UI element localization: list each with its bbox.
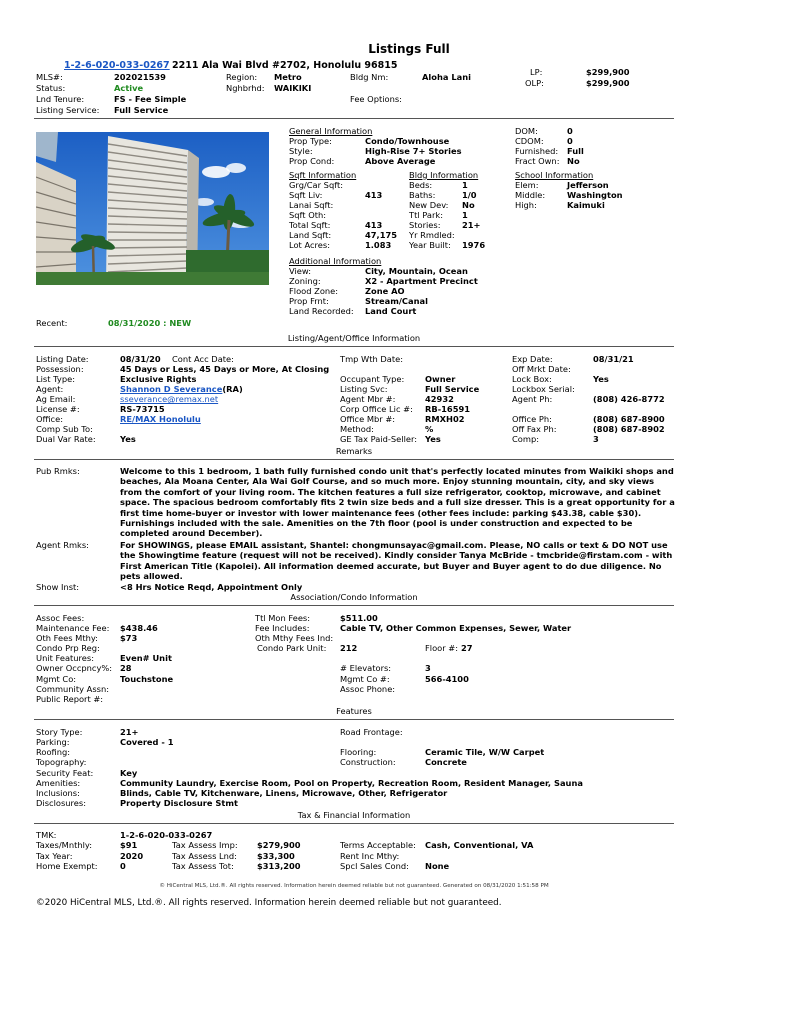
list-type-label: List Type: <box>36 374 75 384</box>
yr-rmdled-label: Yr Rmdled: <box>409 230 455 240</box>
grg-label: Grg/Car Sqft: <box>289 180 344 190</box>
spcl-sales-label: Spcl Sales Cond: <box>340 861 409 871</box>
beds-value: 1 <box>462 180 468 190</box>
tmk-link[interactable]: 1-2-6-020-033-0267 <box>64 60 170 71</box>
tax-section-title: Tax & Financial Information <box>297 810 411 820</box>
sqft-heading: Sqft Information <box>289 170 357 180</box>
total-sqft-value: 413 <box>365 220 383 230</box>
assess-imp-value: $279,900 <box>257 840 301 850</box>
taxes-value: $91 <box>120 840 138 850</box>
office-ph-label: Office Ph: <box>512 414 552 424</box>
agent-remarks-text: For SHOWINGS, please EMAIL assistant, Shantel: chongmunsayac@gmail.com. Please, NO calls or text & DO NOT use the Showingtime feature (request will not be received). Kindly consider Tanya McBride - tmcbride@firstam.com - with First American Title (Kapolei). All information deemed accurate, but Buyer and Buyer agent to do due diligence. No pets allowed. <box>120 540 673 582</box>
divider <box>34 346 674 347</box>
agent-ph-label: Agent Ph: <box>512 394 553 404</box>
office-mbr-value: RMXH02 <box>425 414 465 424</box>
recorded-value: Land Court <box>365 306 417 316</box>
fee-includes-value: Cable TV, Other Common Expenses, Sewer, Water <box>340 623 572 633</box>
comp-sub-label: Comp Sub To: <box>36 424 93 434</box>
story-type-label: Story Type: <box>36 727 83 737</box>
elem-label: Elem: <box>515 180 539 190</box>
fract-value: No <box>567 156 580 166</box>
license-value: RS-73715 <box>120 404 165 414</box>
land-sqft-value: 47,175 <box>365 230 398 240</box>
high-label: High: <box>515 200 537 210</box>
zoning-label: Zoning: <box>289 276 321 286</box>
middle-label: Middle: <box>515 190 546 200</box>
bldg-heading: Bldg Information <box>409 170 479 180</box>
tmk-label: TMK: <box>36 830 57 840</box>
construction-value: Concrete <box>425 757 467 767</box>
office-ph-value: (808) 687-8900 <box>593 414 665 424</box>
public-report-label: Public Report #: <box>36 694 104 704</box>
owner-occ-value: 28 <box>120 663 132 673</box>
inclusions-label: Inclusions: <box>36 788 80 798</box>
lanai-label: Lanai Sqft: <box>289 200 334 210</box>
assess-tot-label: Tax Assess Tot: <box>172 861 234 871</box>
parking-label: Parking: <box>36 737 70 747</box>
amenities-label: Amenities: <box>36 778 81 788</box>
flooring-label: Flooring: <box>340 747 377 757</box>
total-sqft-label: Total Sqft: <box>289 220 331 230</box>
tmk-value: 1-2-6-020-033-0267 <box>120 830 213 840</box>
security-label: Security Feat: <box>36 768 94 778</box>
divider <box>34 719 674 720</box>
agent-suffix: (RA) <box>222 384 243 394</box>
furnished-value: Full <box>567 146 584 156</box>
condo-park-value: 212 <box>340 643 358 653</box>
occupant-value: Owner <box>425 374 456 384</box>
lockbox-serial-label: Lockbox Serial: <box>512 384 575 394</box>
new-dev-value: No <box>462 200 475 210</box>
listing-svc-value: Full Service <box>425 384 480 394</box>
flood-label: Flood Zone: <box>289 286 339 296</box>
status-label: Status: <box>36 83 66 93</box>
home-exempt-label: Home Exempt: <box>36 861 98 871</box>
terms-value: Cash, Conventional, VA <box>425 840 534 850</box>
lot-acres-label: Lot Acres: <box>289 240 330 250</box>
listing-address: 2211 Ala Wai Blvd #2702, Honolulu 96815 <box>172 60 398 71</box>
dom-value: 0 <box>567 126 573 136</box>
disclosures-label: Disclosures: <box>36 798 86 808</box>
fax-value: (808) 687-8902 <box>593 424 665 434</box>
tax-year-label: Tax Year: <box>36 851 73 861</box>
roofing-label: Roofing: <box>36 747 71 757</box>
elevators-label: # Elevators: <box>340 663 392 673</box>
mgmt-co-value: Touchstone <box>120 674 174 684</box>
dual-var-label: Dual Var Rate: <box>36 434 96 444</box>
security-value: Key <box>120 768 138 778</box>
generated-notice: © HiCentral MLS, Ltd.®. All rights reserved. Information herein deemed reliable but not guaranteed. Generated on 08/31/2020 1:51:58 PM <box>159 883 549 889</box>
divider <box>34 459 674 460</box>
style-label: Style: <box>289 146 313 156</box>
ttl-mon-fees-value: $511.00 <box>340 613 378 623</box>
prop-type-label: Prop Type: <box>289 136 332 146</box>
nghbrhd-label: Nghbrhd: <box>226 83 265 93</box>
maint-fee-label: Maintenance Fee: <box>36 623 110 633</box>
office-mbr-label: Office Mbr #: <box>340 414 396 424</box>
lock-box-label: Lock Box: <box>512 374 552 384</box>
agent-label: Agent: <box>36 384 64 394</box>
story-type-value: 21+ <box>120 727 139 737</box>
listing-section-title: Listing/Agent/Office Information <box>287 333 421 343</box>
remarks-section-title: Remarks <box>335 446 373 456</box>
elevators-value: 3 <box>425 663 431 673</box>
stories-value: 21+ <box>462 220 481 230</box>
maint-fee-value: $438.46 <box>120 623 158 633</box>
mgmt-co-no-label: Mgmt Co #: <box>340 674 390 684</box>
ttl-park-value: 1 <box>462 210 468 220</box>
cdom-value: 0 <box>567 136 573 146</box>
possession-label: Possession: <box>36 364 84 374</box>
agent-remarks-label: Agent Rmks: <box>36 540 89 550</box>
baths-label: Baths: <box>409 190 436 200</box>
corp-lic-label: Corp Office Lic #: <box>340 404 413 414</box>
inclusions-value: Blinds, Cable TV, Kitchenware, Linens, Microwave, Other, Refrigerator <box>120 788 448 798</box>
ge-tax-value: Yes <box>425 434 441 444</box>
olp-label: OLP: <box>525 78 544 88</box>
tmp-wth-label: Tmp Wth Date: <box>340 354 404 364</box>
assess-lnd-value: $33,300 <box>257 851 295 861</box>
agent-link[interactable]: Shannon D Severance <box>120 384 223 394</box>
bldg-value: Aloha Lani <box>422 72 471 82</box>
frnt-value: Stream/Canal <box>365 296 428 306</box>
email-label: Ag Email: <box>36 394 76 404</box>
condo-park-label: Condo Park Unit: <box>257 643 327 653</box>
elem-value: Jefferson <box>567 180 609 190</box>
dom-label: DOM: <box>515 126 538 136</box>
beds-label: Beds: <box>409 180 433 190</box>
agent-field <box>120 384 243 394</box>
spcl-sales-value: None <box>425 861 450 871</box>
tenure-value: FS - Fee Simple <box>114 94 187 104</box>
comp-value: 3 <box>593 434 599 444</box>
nghbrhd-value: WAIKIKI <box>274 83 312 93</box>
pub-remarks-label: Pub Rmks: <box>36 466 80 476</box>
cont-acc-label: Cont Acc Date: <box>172 354 234 364</box>
listing-svc-label: Listing Svc: <box>340 384 388 394</box>
sqft-oth-label: Sqft Oth: <box>289 210 327 220</box>
parking-value: Covered - 1 <box>120 737 174 747</box>
assess-lnd-label: Tax Assess Lnd: <box>172 851 237 861</box>
bldg-label: Bldg Nm: <box>350 72 389 82</box>
frnt-label: Prop Frnt: <box>289 296 329 306</box>
office-link[interactable]: RE/MAX Honolulu <box>120 414 201 424</box>
assess-tot-value: $313,200 <box>257 861 301 871</box>
year-built-value: 1976 <box>462 240 486 250</box>
off-mrkt-label: Off Mrkt Date: <box>512 364 571 374</box>
fract-label: Fract Own: <box>515 156 560 166</box>
tax-year-value: 2020 <box>120 851 144 861</box>
condo-reg-label: Condo Prp Reg: <box>36 643 100 653</box>
style-value: High-Rise 7+ Stories <box>365 146 462 156</box>
furnished-label: Furnished: <box>515 146 559 156</box>
rent-inc-label: Rent Inc Mthy: <box>340 851 400 861</box>
mgmt-co-no-value: 566-4100 <box>425 674 469 684</box>
method-value: % <box>425 424 434 434</box>
show-inst-value: <8 Hrs Notice Reqd, Appointment Only <box>120 582 303 592</box>
recent-label: Recent: <box>36 318 68 328</box>
assoc-phone-label: Assoc Phone: <box>340 684 396 694</box>
floor-no-value: 27 <box>461 643 473 653</box>
corp-lic-value: RB-16591 <box>425 404 471 414</box>
amenities-value: Community Laundry, Exercise Room, Pool on Property, Recreation Room, Resident Manager, Sauna <box>120 778 583 788</box>
disclosures-value: Property Disclosure Stmt <box>120 798 238 808</box>
prop-type-value: Condo/Townhouse <box>365 136 450 146</box>
flooring-value: Ceramic Tile, W/W Carpet <box>425 747 545 757</box>
ttl-park-label: Ttl Park: <box>409 210 443 220</box>
property-photo <box>36 132 269 285</box>
view-label: View: <box>289 266 312 276</box>
owner-occ-label: Owner Occpncy%: <box>36 663 113 673</box>
topography-label: Topography: <box>36 757 87 767</box>
oth-fees-value: $73 <box>120 633 138 643</box>
list-type-value: Exclusive Rights <box>120 374 197 384</box>
construction-label: Construction: <box>340 757 396 767</box>
exp-date-label: Exp Date: <box>512 354 553 364</box>
status-value: Active <box>114 83 144 93</box>
general-heading: General Information <box>289 126 373 136</box>
zoning-value: X2 - Apartment Precinct <box>365 276 478 286</box>
lp-value: $299,900 <box>586 67 630 77</box>
additional-heading: Additional Information <box>289 256 382 266</box>
taxes-label: Taxes/Mnthly: <box>36 840 92 850</box>
lock-box-value: Yes <box>593 374 609 384</box>
olp-value: $299,900 <box>586 78 630 88</box>
home-exempt-value: 0 <box>120 861 126 871</box>
oth-mthy-fees-label: Oth Mthy Fees Ind: <box>255 633 334 643</box>
region-label: Region: <box>226 72 258 82</box>
baths-value: 1/0 <box>462 190 477 200</box>
school-heading: School Information <box>515 170 594 180</box>
recorded-label: Land Recorded: <box>289 306 354 316</box>
high-value: Kaimuki <box>567 200 605 210</box>
cdom-label: CDOM: <box>515 136 544 146</box>
terms-label: Terms Acceptable: <box>340 840 416 850</box>
tenure-label: Lnd Tenure: <box>36 94 85 104</box>
unit-features-label: Unit Features: <box>36 653 94 663</box>
view-value: City, Mountain, Ocean <box>365 266 468 276</box>
pub-remarks-text: Welcome to this 1 bedroom, 1 bath fully furnished condo unit that's perfectly located minutes from Waikiki shops and beaches, Ala Moana Center, Ala Wai Golf Course, and so much more. Enjoy stunning mountain, city, and sky views from the comfort of your living room. The kitchen features a full size refrigerator, cooktop, microwave, and cabinet space. The spacious bedroom comfortably fits 2 twin size beds and a full size dresser. This is a great opportunity for a first time home-buyer or investor with lower maintenance fees (other fees include: parking $43.38, cable $30). Furnishings included with the sale. Amenities on the 7th floor (pool is under construction and expected to be completed around December). <box>120 466 675 539</box>
flood-value: Zone AO <box>365 286 405 296</box>
copyright-footer: ©2020 HiCentral MLS, Ltd.®. All rights reserved. Information herein deemed reliable but not guaranteed. <box>36 898 502 908</box>
region-value: Metro <box>274 72 302 82</box>
mgmt-co-label: Mgmt Co: <box>36 674 77 684</box>
mls-label: MLS#: <box>36 72 63 82</box>
sqft-liv-label: Sqft Liv: <box>289 190 323 200</box>
cond-label: Prop Cond: <box>289 156 335 166</box>
oth-fees-label: Oth Fees Mthy: <box>36 633 98 643</box>
agent-mbr-label: Agent Mbr #: <box>340 394 396 404</box>
listing-date-value: 08/31/20 <box>120 354 161 364</box>
method-label: Method: <box>340 424 374 434</box>
fax-label: Off Fax Ph: <box>512 424 557 434</box>
divider <box>34 118 674 119</box>
occupant-label: Occupant Type: <box>340 374 405 384</box>
dual-var-value: Yes <box>120 434 136 444</box>
unit-features-value: Even# Unit <box>120 653 172 663</box>
agent-ph-value: (808) 426-8772 <box>593 394 665 404</box>
comp-label: Comp: <box>512 434 540 444</box>
assess-imp-label: Tax Assess Imp: <box>172 840 238 850</box>
listing-date-label: Listing Date: <box>36 354 89 364</box>
mls-value: 202021539 <box>114 72 166 82</box>
agent-mbr-value: 42932 <box>425 394 454 404</box>
license-label: License #: <box>36 404 80 414</box>
divider <box>34 605 674 606</box>
lot-acres-value: 1.083 <box>365 240 392 250</box>
community-assn-label: Community Assn: <box>36 684 110 694</box>
service-label: Listing Service: <box>36 105 100 115</box>
road-frontage-label: Road Frontage: <box>340 727 403 737</box>
new-dev-label: New Dev: <box>409 200 449 210</box>
assoc-section-title: Association/Condo Information <box>290 592 418 602</box>
agent-email-link[interactable]: sseverance@remax.net <box>120 394 219 404</box>
office-label: Office: <box>36 414 64 424</box>
cond-value: Above Average <box>365 156 436 166</box>
possession-value: 45 Days or Less, 45 Days or More, At Closing <box>120 364 330 374</box>
ttl-mon-fees-label: Ttl Mon Fees: <box>255 613 311 623</box>
exp-date-value: 08/31/21 <box>593 354 634 364</box>
fee-includes-label: Fee Includes: <box>255 623 310 633</box>
service-value: Full Service <box>114 105 169 115</box>
year-built-label: Year Built: <box>409 240 451 250</box>
floor-no-label: Floor #: <box>425 643 459 653</box>
sqft-liv-value: 413 <box>365 190 383 200</box>
recent-value: 08/31/2020 : NEW <box>108 318 192 328</box>
show-inst-label: Show Inst: <box>36 582 80 592</box>
stories-label: Stories: <box>409 220 441 230</box>
page-title: Listings Full <box>368 42 450 56</box>
middle-value: Washington <box>567 190 623 200</box>
land-sqft-label: Land Sqft: <box>289 230 332 240</box>
ge-tax-label: GE Tax Paid-Seller: <box>340 434 418 444</box>
fee-options-label: Fee Options: <box>350 94 402 104</box>
lp-label: LP: <box>530 67 543 77</box>
features-section-title: Features <box>336 706 372 716</box>
assoc-fees-label: Assoc Fees: <box>36 613 85 623</box>
divider <box>34 823 674 824</box>
